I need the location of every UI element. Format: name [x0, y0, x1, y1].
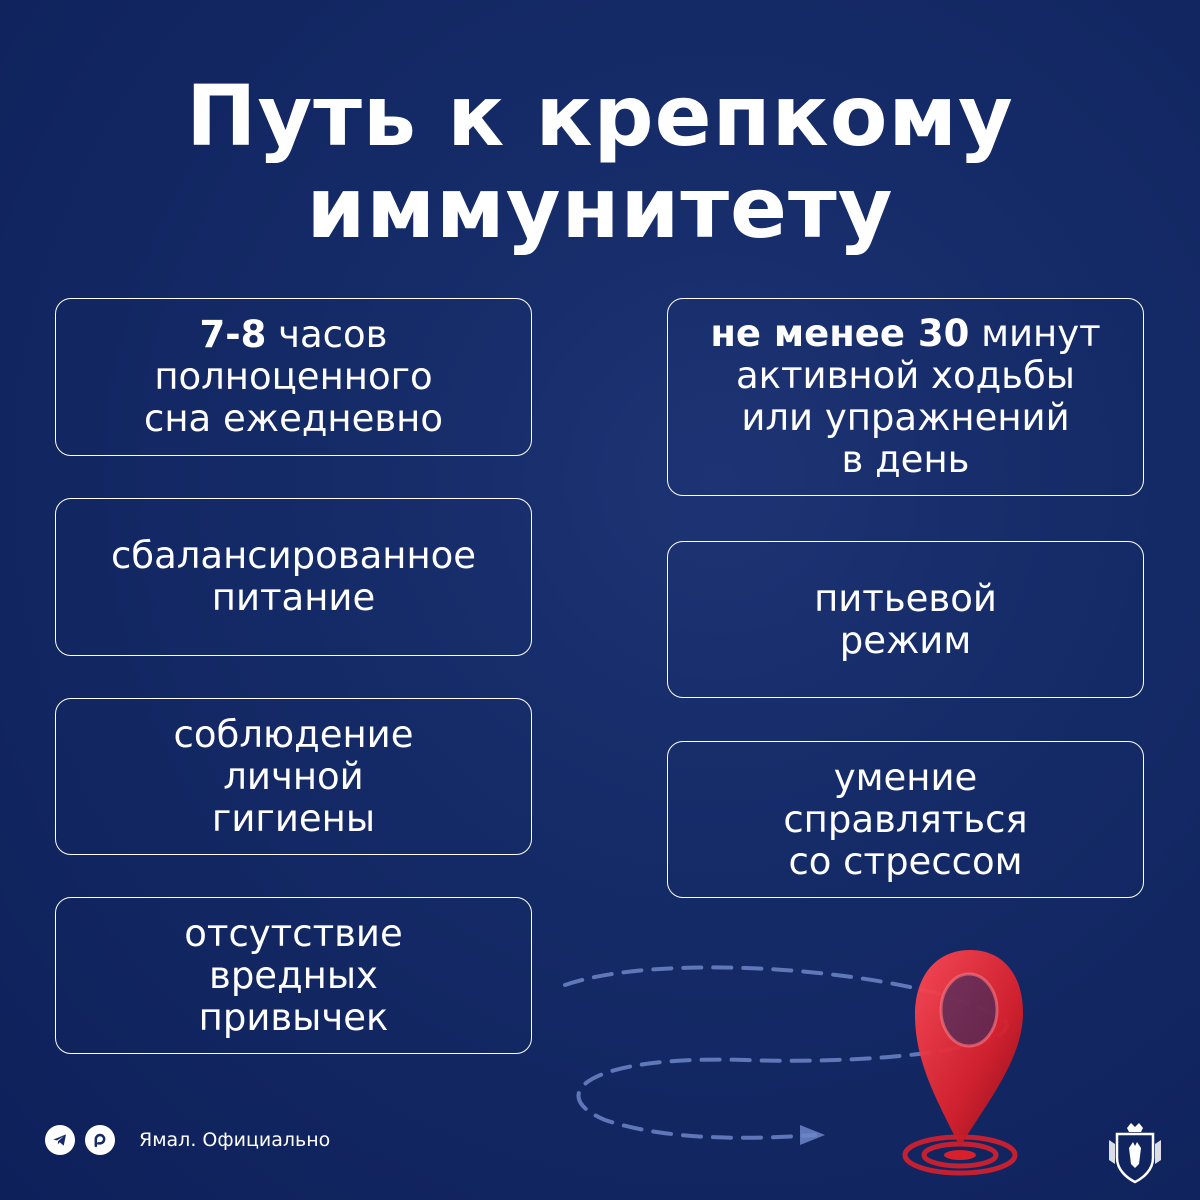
card-habits — [55, 897, 532, 1054]
path-arrow-icon — [800, 1125, 825, 1145]
activity-line-2: активной ходьбы — [735, 354, 1076, 397]
habits-line-2: вредных — [209, 953, 378, 997]
nutrition-line-1: сбалансированное — [110, 534, 477, 577]
habits-line-1: отсутствие — [184, 911, 403, 955]
sleep-line-2: полноценного — [154, 355, 433, 398]
stress-line-2: справляться — [783, 797, 1028, 841]
water-line-1: питьевой — [814, 576, 997, 620]
nutrition-line-2: питание — [211, 576, 376, 619]
location-pin-illustration — [545, 935, 1055, 1185]
card-water — [667, 541, 1144, 698]
water-line-2: режим — [839, 618, 972, 662]
title-line-2: иммунитету — [306, 159, 894, 257]
card-stress — [667, 741, 1144, 898]
hygiene-line-1: соблюдение — [173, 712, 414, 756]
telegram-icon[interactable] — [45, 1125, 75, 1155]
sleep-line-3: сна ежедневно — [144, 397, 443, 440]
activity-rest: минут — [969, 312, 1101, 355]
habits-line-3: привычек — [198, 995, 389, 1039]
sleep-rest: часов — [266, 313, 388, 356]
card-sleep — [55, 298, 532, 456]
sleep-bold: 7-8 — [199, 313, 267, 356]
stress-line-1: умение — [833, 755, 978, 799]
page-title — [0, 67, 1200, 257]
stress-line-3: со стрессом — [788, 839, 1023, 883]
activity-line-4: в день — [841, 438, 970, 481]
brand-name: Ямал. Официально — [139, 1129, 331, 1151]
footer — [45, 1122, 330, 1158]
card-hygiene — [55, 698, 532, 855]
hygiene-line-3: гигиены — [211, 796, 376, 840]
max-icon[interactable] — [85, 1125, 115, 1155]
coat-of-arms-icon — [1105, 1120, 1165, 1184]
card-nutrition — [55, 498, 532, 656]
activity-bold: не менее 30 — [710, 312, 970, 355]
card-activity — [667, 298, 1144, 496]
title-line-1: Путь к крепкому — [186, 67, 1014, 165]
hygiene-line-2: личной — [223, 754, 364, 798]
activity-line-3: или упражнений — [741, 396, 1070, 439]
